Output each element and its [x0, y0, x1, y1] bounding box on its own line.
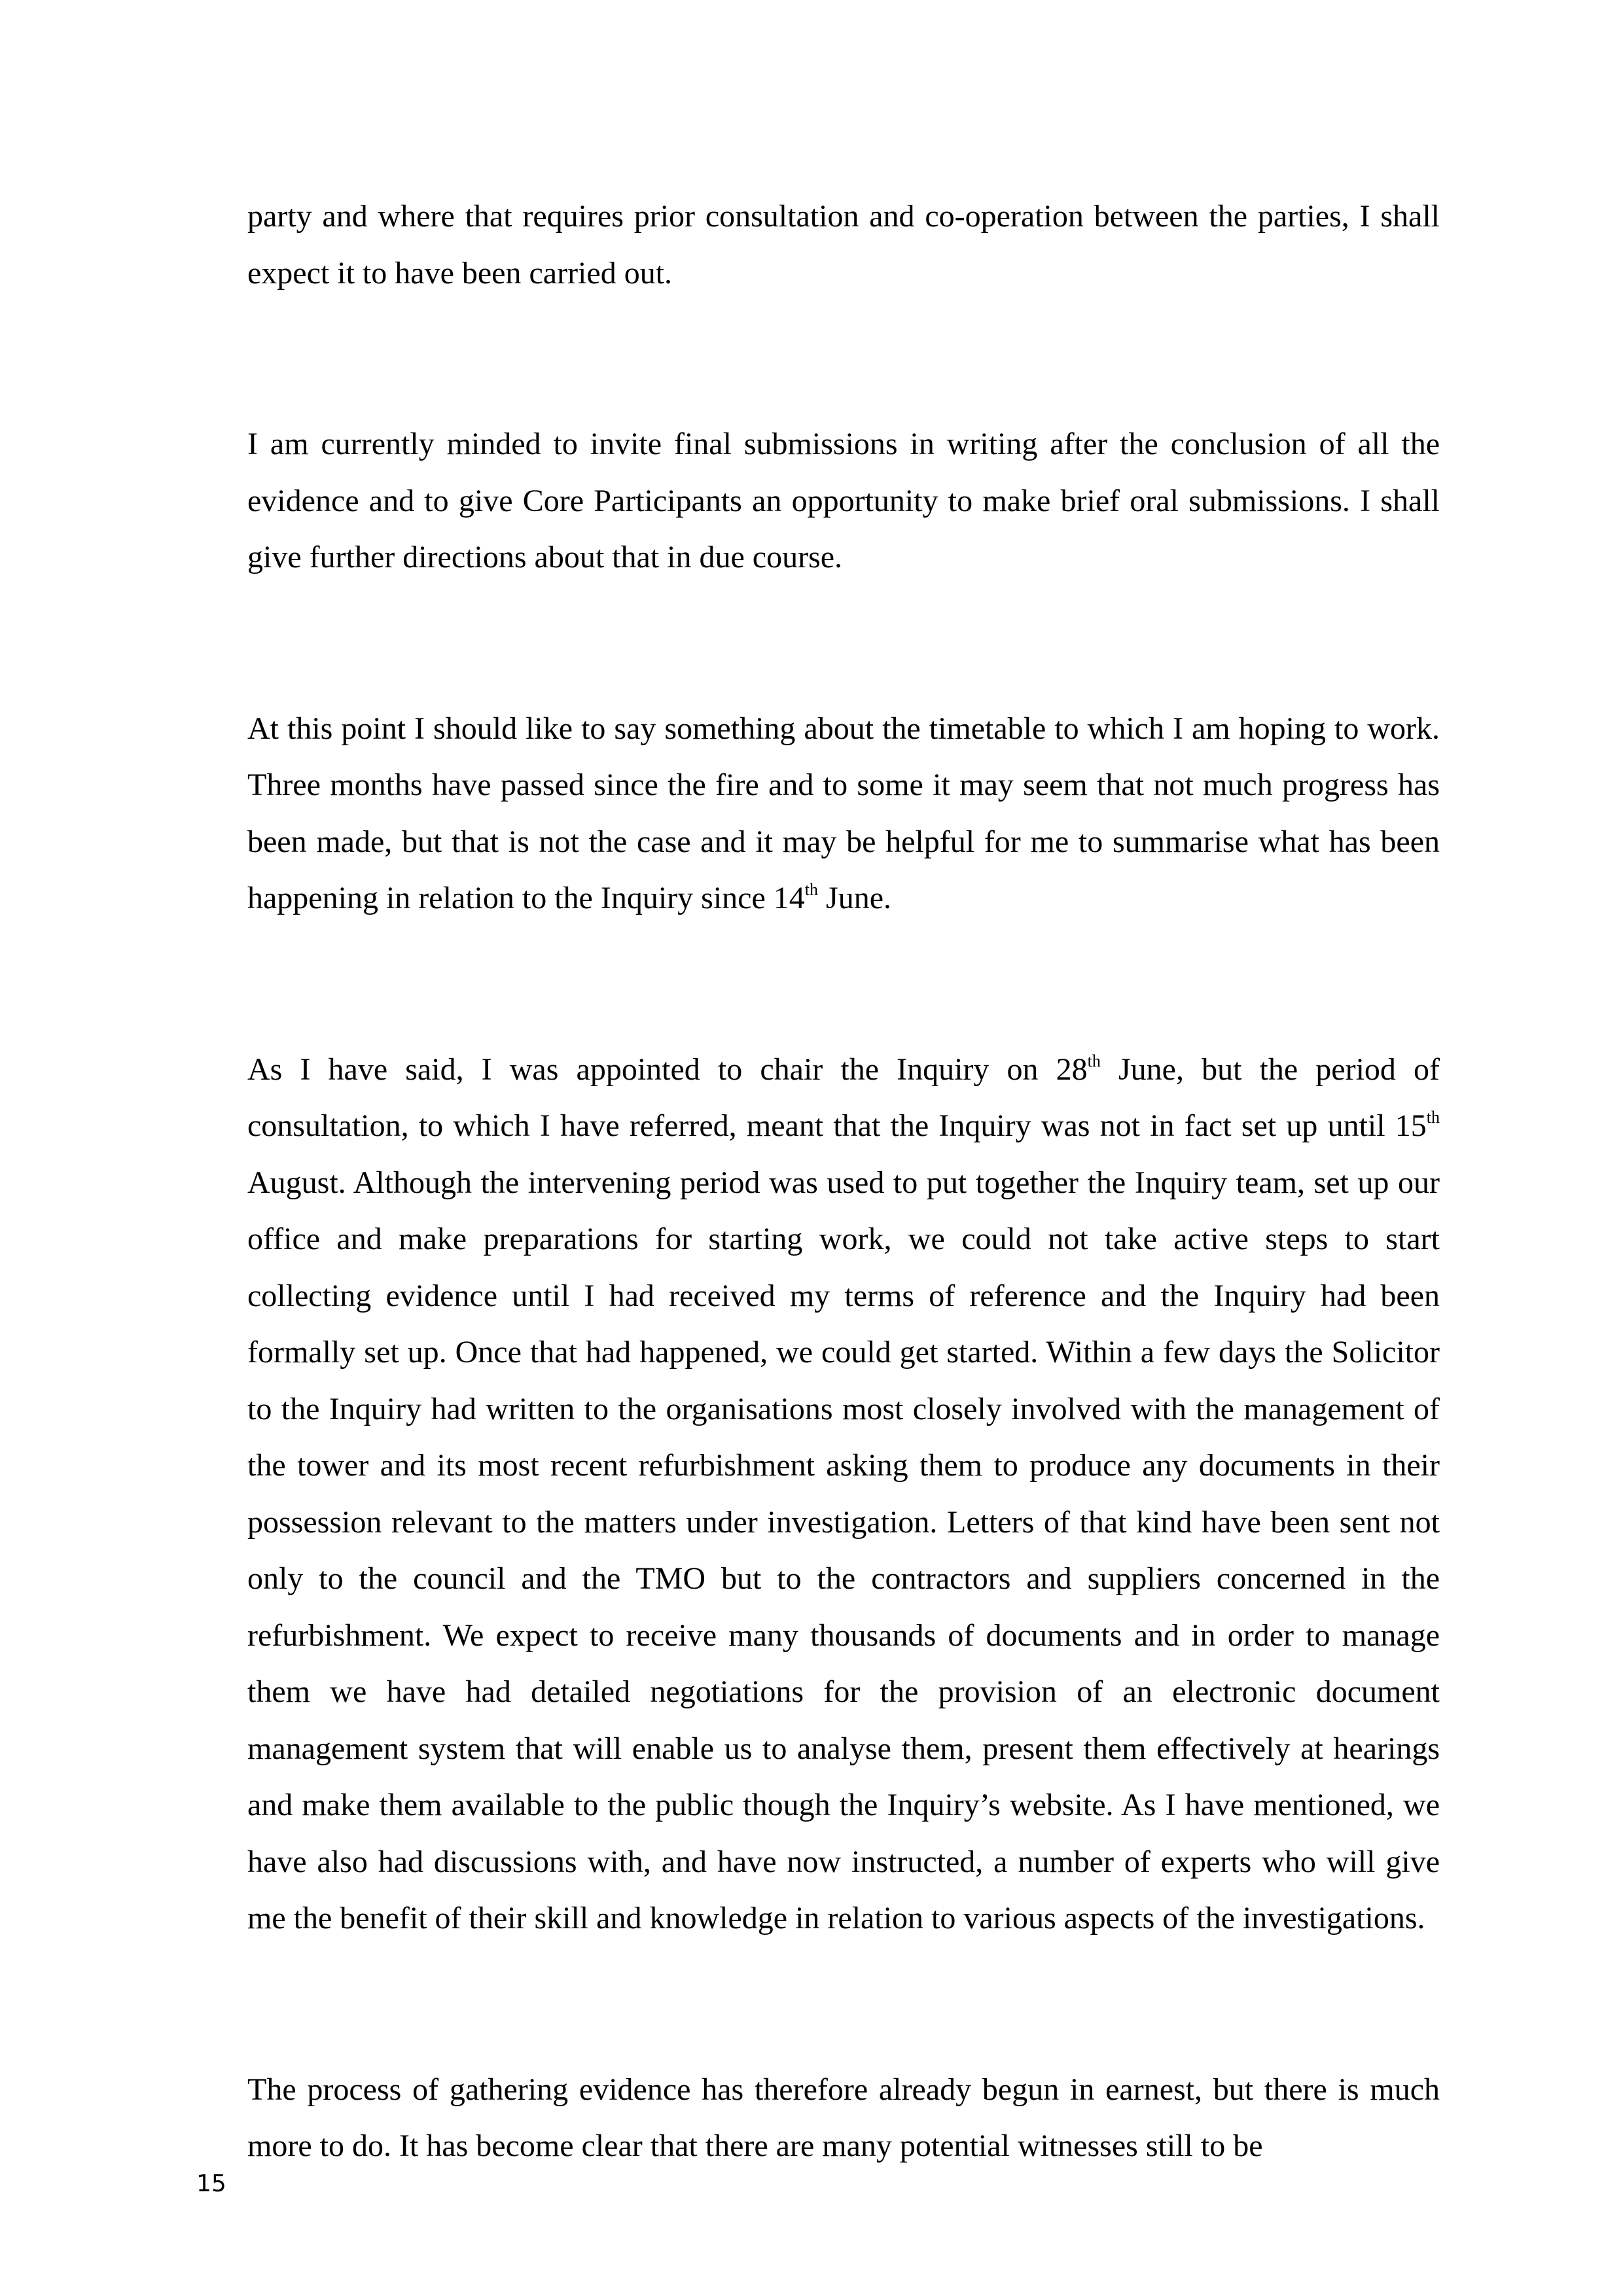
paragraph — [247, 1042, 1440, 1947]
ordinal-superscript: th — [1426, 1108, 1440, 1127]
paragraph-text: At this point I should like to say something about the timetable to which I am hoping to work. Three months have passed since the fire and to some it may seem that not much progress has been made, but that is not the case and it may be helpful for me to summarise what has been happening in relation to the Inquiry since 14 — [247, 711, 1440, 915]
paragraph — [247, 416, 1440, 586]
paragraph-text: As I have said, I was appointed to chair the Inquiry on 28 — [247, 1051, 1088, 1087]
paragraph-text: August. Although the intervening period was used to put together the Inquiry team, set up our office and make preparations for starting work, we could not take active steps to start collecting evidence until I had received my terms of reference and the Inquiry had been formally set up. Once that had happened, we could get started. Within a few days the Solicitor to the Inquiry had written to the organisations most closely involved with the management of the tower and its most recent refurbishment asking them to produce any documents in their possession relevant to the matters under investigation. Letters of that kind have been sent not only to the council and the TMO but to the contractors and suppliers concerned in the refurbishment. We expect to receive many thousands of documents and in order to manage them we have had detailed negotiations for the provision of an electronic document management system that will enable us to analyse them, present them effectively at hearings and make them available to the public though the Inquiry’s website. As I have mentioned, we have also had discussions with, and have now instructed, a number of experts who will give me the benefit of their skill and knowledge in relation to various aspects of the investigations. — [247, 1165, 1440, 1935]
ordinal-superscript: th — [1087, 1051, 1101, 1070]
paragraph-text: June. — [818, 881, 892, 915]
paragraph — [247, 2062, 1440, 2175]
page-number: 15 — [196, 2170, 226, 2197]
paragraph-text: I am currently minded to invite final submissions in writing after the conclusion of all the evidence and to give Core Participants an opportunity to make brief oral submissions. I shall give further directions about that in due course. — [247, 427, 1440, 574]
paragraph-text: The process of gathering evidence has therefore already begun in earnest, but there is much more to do. It has become clear that there are many potential witnesses still to be — [247, 2072, 1440, 2163]
ordinal-superscript: th — [804, 880, 819, 899]
paragraph — [247, 188, 1440, 302]
body-text — [247, 188, 1440, 2175]
paragraph-text: party and where that requires prior consultation and co-operation between the parties, I shall expect it to have been carried out. — [247, 199, 1440, 291]
paragraph — [247, 701, 1440, 927]
paragraph-text: June, but the period of consultation, to which I have referred, meant that the Inquiry was not in fact set up until 15 — [247, 1051, 1440, 1143]
